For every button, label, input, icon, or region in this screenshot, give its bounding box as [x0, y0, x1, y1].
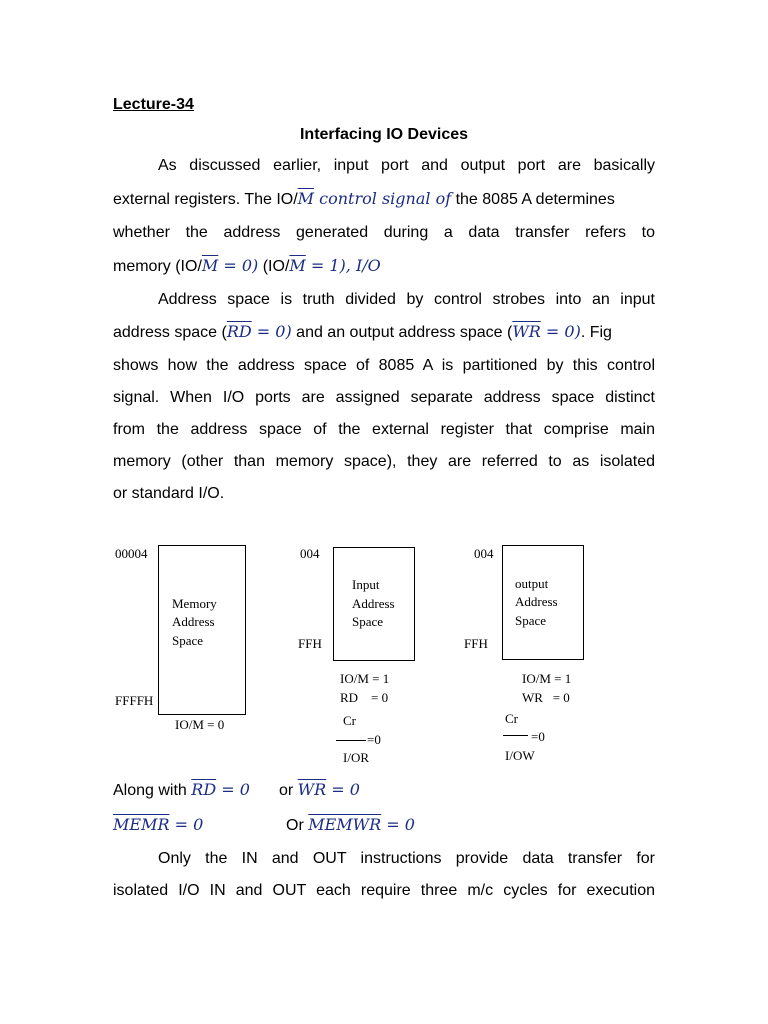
math-eq: = 0	[216, 780, 250, 799]
para2-line3: shows how the address space of 8085 A is partitioned by this control	[113, 357, 655, 374]
output-signal: I/OW	[505, 748, 535, 763]
math-eq: = 0	[381, 815, 415, 834]
para2-line1: Address space is truth divided by control strobes into an input	[158, 291, 655, 308]
m-bar-symbol: $\overline{M}$	[297, 189, 315, 208]
output-condition-wr: WR = 0	[522, 690, 570, 705]
para2-line2	[113, 322, 655, 343]
math-eq: = 1), I/O	[305, 256, 381, 275]
para1-line3: whether the address generated during a data transfer refers to	[113, 224, 655, 241]
output-condition-iom: IO/M = 1	[522, 671, 572, 686]
memory-condition: IO/M = 0	[175, 717, 225, 732]
output-bottom-address: FFH	[464, 636, 488, 651]
math-eq: = 0	[326, 780, 360, 799]
output-box-line1: output	[515, 576, 549, 591]
para2-line7: or standard I/O.	[113, 485, 225, 502]
or-text: Or	[286, 817, 309, 834]
output-box-line2: Address	[515, 594, 558, 609]
output-eq: =0	[531, 729, 545, 744]
input-condition-rd: RD = 0	[340, 690, 389, 705]
input-fraction-line	[336, 740, 366, 741]
para3-line2: isolated I/O IN and OUT each require three m/c cycles for execution	[113, 882, 655, 899]
math-eq: = 0)	[218, 256, 259, 275]
para1-line2	[113, 189, 655, 210]
para1-line4	[113, 256, 655, 277]
rd-bar-symbol: $\overline{RD}$	[191, 780, 217, 799]
para1-text: the 8085 A determines	[451, 191, 615, 208]
input-bottom-address: FFH	[298, 636, 322, 651]
memory-box-line3: Space	[172, 633, 204, 648]
memory-box-line2: Address	[172, 614, 215, 629]
rd-bar-symbol: $\overline{RD}$	[226, 322, 252, 341]
memwr-bar-symbol: MEMWR	[308, 815, 382, 834]
para2-line5: from the address space of the external register that comprise main	[113, 421, 655, 438]
para1-text: memory (IO/	[113, 258, 202, 275]
along-or-part	[279, 780, 479, 801]
input-signal: I/OR	[343, 750, 369, 765]
para1-text: external registers. The IO/	[113, 191, 298, 208]
m-bar-symbol: $\overline{M}$	[201, 256, 219, 275]
lecture-title: Lecture-34	[113, 96, 194, 113]
math-eq: = 0)	[540, 322, 581, 341]
input-box-line1: Input	[352, 577, 380, 592]
wr-bar-symbol: $\overline{WR}$	[512, 322, 541, 341]
para2-line4: signal. When I/O ports are assigned separate address space distinct	[113, 389, 655, 406]
output-top-address: 004	[474, 546, 494, 561]
output-box-line3: Space	[515, 613, 547, 628]
output-fraction-line	[503, 735, 528, 736]
input-box-line3: Space	[352, 614, 384, 629]
control-signal-math: control signal of	[314, 189, 452, 208]
m-bar-symbol: $\overline{M}$	[289, 256, 306, 275]
memwr-part	[286, 815, 486, 836]
input-eq: =0	[367, 732, 381, 747]
para3-line1: Only the IN and OUT instructions provide data transfer for	[158, 850, 655, 867]
para2-text: and an output address space (	[291, 324, 513, 341]
para2-line6: memory (other than memory space), they are referred to as isolated	[113, 453, 655, 470]
para2-text: address space (	[113, 324, 227, 341]
input-box-line2: Address	[352, 596, 395, 611]
wr-bar-symbol: $\overline{WR}$	[297, 780, 327, 799]
input-condition-iom: IO/M = 1	[340, 671, 390, 686]
math-eq: = 0	[169, 815, 204, 834]
memory-box-line1: Memory	[172, 596, 217, 611]
input-top-address: 004	[300, 546, 320, 561]
along-text: Along with	[113, 782, 192, 799]
para2-text: . Fig	[580, 324, 612, 341]
memr-bar-symbol: MEMR	[113, 815, 170, 834]
math-eq: = 0)	[251, 322, 292, 341]
memory-top-address: 00004	[115, 546, 148, 561]
input-cr: Cr	[343, 713, 356, 728]
memory-bottom-address: FFFFH	[115, 693, 154, 708]
output-cr: Cr	[505, 711, 518, 726]
or-text: or	[279, 782, 298, 799]
para1-line1: As discussed earlier, input port and output port are basically	[158, 157, 655, 174]
section-heading: Interfacing IO Devices	[299, 126, 469, 143]
para1-text: (IO/	[258, 258, 290, 275]
